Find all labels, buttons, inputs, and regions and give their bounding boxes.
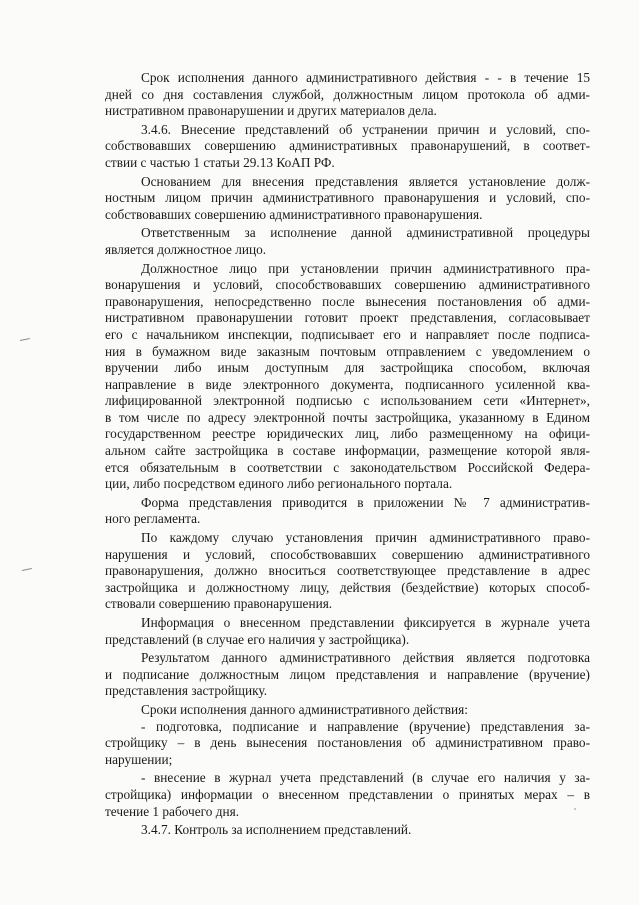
text-line: ния в бумажном виде заказным почтовым отправлением с уведомлением о bbox=[105, 343, 590, 359]
text-line: собствовавших совершению административных правонарушений, в соответ- bbox=[105, 138, 590, 154]
list-item bbox=[105, 770, 590, 820]
text-line: ствии с частью 1 статьи 29.13 КоАП РФ. bbox=[105, 154, 335, 170]
section-heading-paragraph bbox=[105, 122, 590, 172]
document-body bbox=[105, 70, 590, 839]
text-line: По каждому случаю установления причин административного право- bbox=[141, 530, 590, 546]
text-line: альном сайте застройщика в составе информации, размещение которой явля- bbox=[105, 443, 590, 459]
list-item bbox=[105, 719, 590, 769]
text-line: в том числе по адресу электронной почты застройщика, указанному в Едином bbox=[105, 409, 590, 425]
text-line: собствовавших совершению административного правонарушения. bbox=[105, 206, 483, 222]
text-line: Основанием для внесения представления является установление долж- bbox=[141, 173, 590, 189]
text-line: нарушении; bbox=[105, 751, 173, 767]
section-heading-paragraph bbox=[105, 822, 590, 839]
text-line: стройщика) информации о внесенном представлении о принятых мерах – в bbox=[105, 786, 590, 802]
paragraph bbox=[105, 650, 590, 700]
paragraph bbox=[105, 615, 590, 648]
text-line: - внесение в журнал учета представлений (в случае его наличия у за- bbox=[141, 770, 590, 786]
text-line: ции, либо посредством единого либо регионального портала. bbox=[105, 476, 453, 492]
text-line: ностным лицом причин административного правонарушения и условий, спо- bbox=[105, 190, 590, 206]
text-line: Ответственным за исполнение данной административной процедуры bbox=[141, 225, 590, 241]
text-line: государственном реестре юридических лиц, либо размещенному на офици- bbox=[105, 426, 590, 442]
paragraph bbox=[105, 261, 590, 493]
text-line: Форма представления приводится в приложении № 7 административ- bbox=[141, 494, 590, 510]
text-line: правонарушения, непосредственно после вынесения постановления об адми- bbox=[105, 293, 590, 309]
margin-scan-mark bbox=[22, 568, 32, 572]
text-line: 3.4.7. Контроль за исполнением представлений. bbox=[141, 822, 412, 838]
text-line: направление в виде электронного документа, подписанного усиленной ква- bbox=[105, 376, 590, 392]
text-line: является должностное лицо. bbox=[105, 241, 267, 257]
margin-scan-mark bbox=[20, 338, 30, 342]
text-line: Должностное лицо при установлении причин административного пра- bbox=[141, 260, 590, 276]
text-line: и подписание должностным лицом представления и направление (вручение) bbox=[105, 666, 590, 682]
text-line: нистративном правонарушении и других материалов дела. bbox=[105, 103, 437, 119]
text-line: застройщика и должностному лицу, действия (бездействие) которых способ- bbox=[105, 579, 590, 595]
text-line: вручении либо иным доступным для застройщика способом, включая bbox=[105, 360, 590, 376]
paragraph bbox=[105, 70, 590, 120]
text-line: правонарушения, должно вноситься соответствующее представление в адрес bbox=[105, 563, 590, 579]
paragraph bbox=[105, 702, 590, 719]
text-line: - подготовка, подписание и направление (вручение) представления за- bbox=[141, 718, 590, 734]
text-line: Срок исполнения данного административного действия - - в течение 15 bbox=[141, 70, 590, 85]
text-line: его с начальником инспекции, подписывает его и направляет после подписа- bbox=[105, 326, 590, 342]
paragraph bbox=[105, 495, 590, 528]
text-line: Сроки исполнения данного административного действия: bbox=[141, 701, 468, 717]
text-line: представлений (в случае его наличия у застройщика). bbox=[105, 631, 410, 647]
paragraph bbox=[105, 174, 590, 224]
text-line: ется обязательным в соответствии с законодательством Российской Федера- bbox=[105, 459, 590, 475]
text-line: Результатом данного административного действия является подготовка bbox=[141, 650, 590, 666]
text-line: нарушения и условий, способствовавших совершению административного bbox=[105, 546, 590, 562]
text-line: ствовали совершению правонарушения. bbox=[105, 596, 333, 612]
paragraph bbox=[105, 225, 590, 258]
text-line: нистративном правонарушении готовит проект представления, согласовывает bbox=[105, 310, 590, 326]
text-line: ного регламента. bbox=[105, 511, 201, 527]
text-line: 3.4.6. Внесение представлений об устранении причин и условий, спо- bbox=[141, 121, 590, 137]
text-line: представления застройщику. bbox=[105, 683, 268, 699]
text-line: течение 1 рабочего дня. bbox=[105, 803, 240, 819]
text-line: вонарушения и условий, способствовавших совершению административного bbox=[105, 277, 590, 293]
paragraph bbox=[105, 530, 590, 613]
text-line: стройщику – в день вынесения постановления об административном право- bbox=[105, 735, 590, 751]
text-line: Информация о внесенном представлении фиксируется в журнале учета bbox=[141, 615, 590, 630]
text-line: лифицированной электронной подписью с использованием сети «Интернет», bbox=[105, 393, 590, 409]
text-line: дней со дня составления службой, должностным лицом протокола об адми- bbox=[105, 86, 590, 102]
